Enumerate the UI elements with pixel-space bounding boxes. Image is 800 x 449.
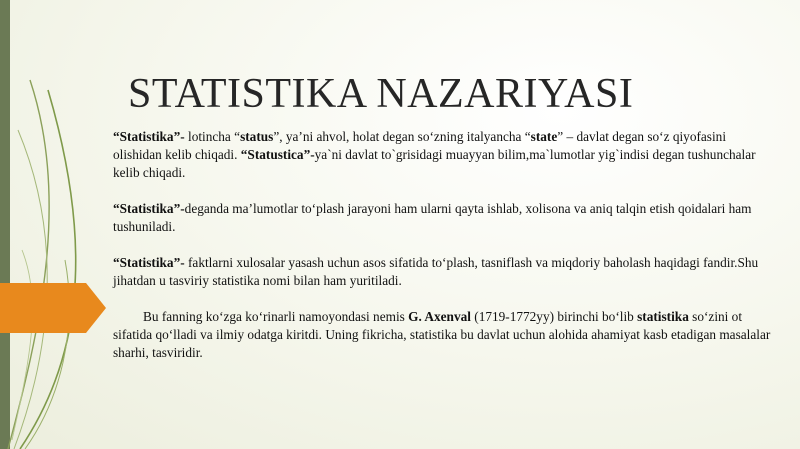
text-segment: ”, ya’ni ahvol, holat degan so‘zning italyancha “	[273, 129, 531, 144]
leaf-line-1	[8, 80, 49, 449]
bold-term: “Statistika”-	[113, 129, 185, 144]
bold-term: “Statistika”-	[113, 255, 185, 270]
bold-term: status	[240, 129, 274, 144]
text-segment: faktlarni xulosalar yasash uchun asos sifatida to‘plash, tasniflash va miqdoriy baholash haqidagi fandir.Shu jihatdan u tasviriy statistika nomi bilan ham yuritiladi.	[113, 255, 759, 288]
text-segment: so‘zini ot sifatida qo‘lladi va ilmiy odatga kiritdi. Uning fikricha, statistika bu davlat uchun alohida ahamiyat kasb etadigan masalalar sharhi, tasviridir.	[113, 309, 771, 360]
bold-term: “Statistika”-	[113, 201, 185, 216]
body-paragraph	[113, 128, 773, 182]
body-paragraph	[113, 200, 773, 236]
slide-body	[113, 128, 773, 380]
text-segment: ” – davlat degan so‘z qiyofasini olishidan kelib chiqadi.	[113, 129, 727, 162]
decorative-leaf-lines	[0, 0, 120, 449]
text-segment: (1719-1772yy) birinchi bo‘lib	[470, 309, 638, 324]
bold-term: G. Axenval	[408, 309, 471, 324]
body-paragraph	[113, 254, 773, 290]
bold-term: “Statustica”-	[240, 147, 315, 162]
slide-title: STATISTIKA NAZARIYASI	[128, 71, 634, 118]
bold-term: statistika	[637, 309, 689, 324]
text-segment: ya`ni davlat to`grisidagi muayyan bilim,ma`lumotlar yig`indisi degan tushunchalar kelib chiqadi.	[113, 147, 756, 180]
text-segment: Bu fanning ko‘zga ko‘rinarli namoyondasi nemis	[143, 309, 409, 324]
text-segment: lotincha “	[184, 129, 241, 144]
bold-term: state	[530, 129, 558, 144]
leaf-line-4	[12, 250, 32, 440]
body-paragraph	[113, 308, 773, 362]
orange-arrow-marker	[0, 283, 106, 333]
text-segment: deganda ma’lumotlar to‘plash jarayoni ham ularni qayta ishlab, xolisona va aniq talqin etish qoidalari ham tushuniladi.	[113, 201, 752, 234]
